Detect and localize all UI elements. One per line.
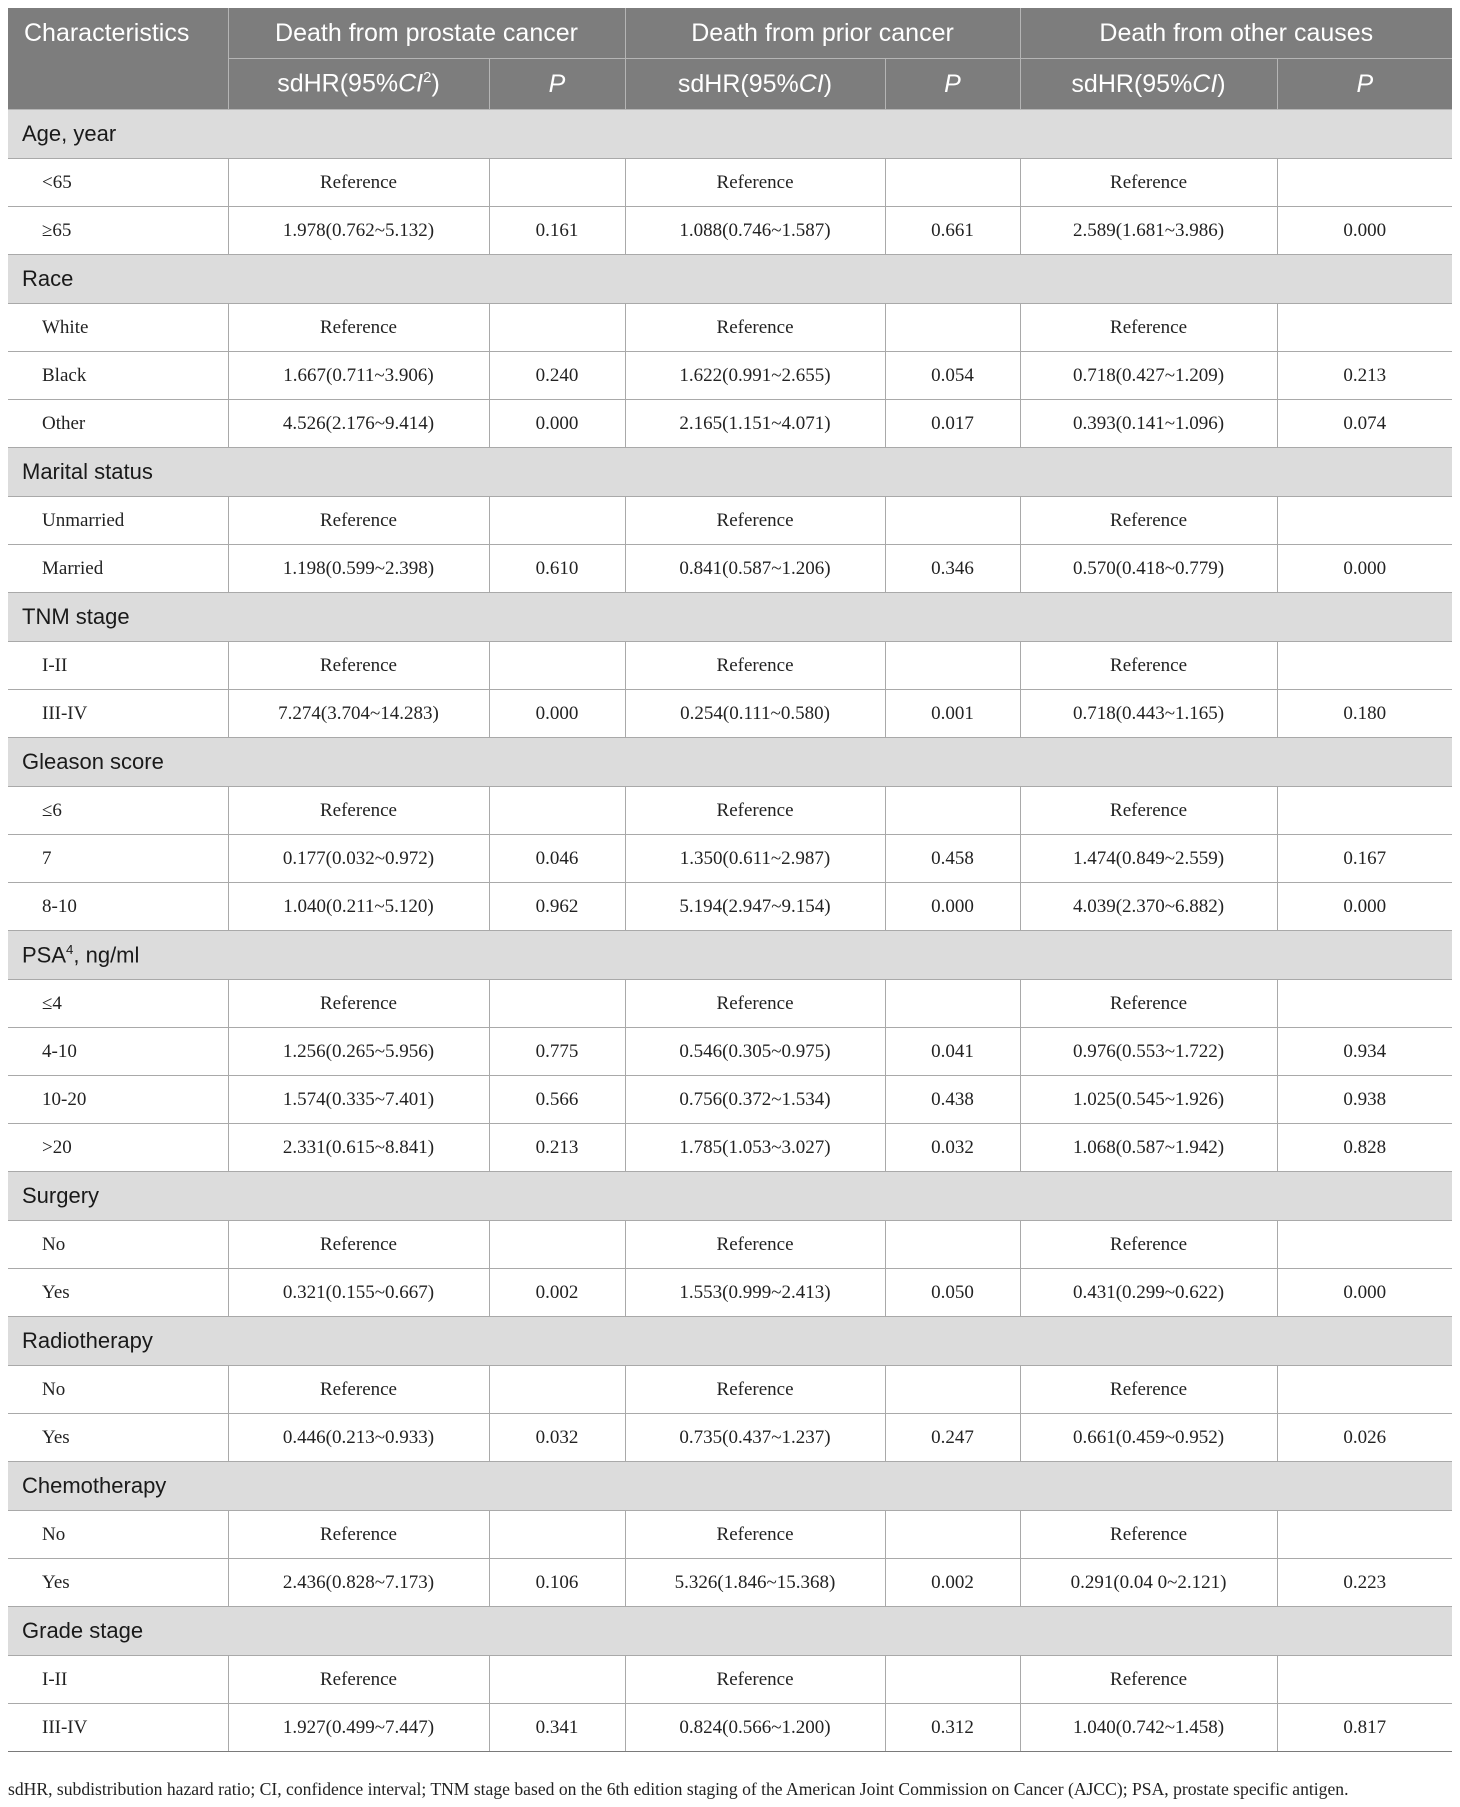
section-header-row — [8, 593, 1452, 642]
table-row — [8, 1414, 1452, 1462]
section-header-row — [8, 1462, 1452, 1511]
sdhr-cell: Reference — [228, 1366, 489, 1414]
table-row — [8, 400, 1452, 448]
p-value-cell: 0.775 — [489, 1028, 625, 1076]
sdhr-cell: 0.824(0.566~1.200) — [625, 1704, 885, 1752]
p-value-cell — [885, 980, 1020, 1028]
table-row — [8, 207, 1452, 255]
sdhr-cell: Reference — [1020, 497, 1277, 545]
section-title-text: Grade stage — [22, 1618, 144, 1643]
sdhr-cell: Reference — [228, 304, 489, 352]
p-value-cell — [1277, 1511, 1452, 1559]
sdhr-cell: Reference — [1020, 1656, 1277, 1704]
sdhr-cell: Reference — [228, 1511, 489, 1559]
p-value-cell — [1277, 980, 1452, 1028]
section-title — [8, 255, 1452, 304]
sdhr-cell: 2.165(1.151~4.071) — [625, 400, 885, 448]
table-row — [8, 1269, 1452, 1317]
p-value-cell: 0.438 — [885, 1076, 1020, 1124]
table-row — [8, 1511, 1452, 1559]
row-label: ≤4 — [8, 980, 228, 1028]
sdhr-cell: 0.291(0.04 0~2.121) — [1020, 1559, 1277, 1607]
p-value-cell — [1277, 642, 1452, 690]
p-value-cell — [885, 497, 1020, 545]
sdhr-cell: Reference — [228, 1656, 489, 1704]
p-value-cell: 0.000 — [489, 690, 625, 738]
sdhr-cell: 0.976(0.553~1.722) — [1020, 1028, 1277, 1076]
table-header — [8, 8, 1452, 110]
sdhr-cell: 1.068(0.587~1.942) — [1020, 1124, 1277, 1172]
section-title — [8, 593, 1452, 642]
table-row — [8, 159, 1452, 207]
p-value-cell: 0.240 — [489, 352, 625, 400]
sdhr-cell: 1.256(0.265~5.956) — [228, 1028, 489, 1076]
sdhr-cell: 0.546(0.305~0.975) — [625, 1028, 885, 1076]
p-value-cell: 0.032 — [885, 1124, 1020, 1172]
section-title-suffix: , ng/ml — [73, 942, 140, 968]
p-value-cell: 0.000 — [885, 883, 1020, 931]
ci-text: CI — [398, 69, 424, 98]
sdhr-cell: Reference — [1020, 1511, 1277, 1559]
p-value-cell: 0.167 — [1277, 835, 1452, 883]
p-value-cell — [1277, 304, 1452, 352]
p-text: P — [548, 69, 566, 98]
p-value-cell: 0.002 — [489, 1269, 625, 1317]
sdhr-cell: Reference — [228, 1221, 489, 1269]
header-sdhr-prior — [625, 59, 885, 110]
p-value-cell: 0.000 — [1277, 207, 1452, 255]
table-row — [8, 1704, 1452, 1752]
row-label: Black — [8, 352, 228, 400]
row-label: III-IV — [8, 690, 228, 738]
section-title-text: Chemotherapy — [22, 1473, 167, 1498]
sdhr-cell: 7.274(3.704~14.283) — [228, 690, 489, 738]
p-value-cell — [489, 1221, 625, 1269]
table-row — [8, 1366, 1452, 1414]
sdhr-cell: 0.661(0.459~0.952) — [1020, 1414, 1277, 1462]
sdhr-cell: Reference — [228, 642, 489, 690]
p-value-cell — [489, 1511, 625, 1559]
table-row — [8, 1221, 1452, 1269]
p-value-cell — [489, 497, 625, 545]
section-header-row — [8, 255, 1452, 304]
p-value-cell: 0.247 — [885, 1414, 1020, 1462]
section-header-row — [8, 448, 1452, 497]
sdhr-cell: Reference — [625, 159, 885, 207]
p-value-cell: 0.610 — [489, 545, 625, 593]
p-value-cell: 0.017 — [885, 400, 1020, 448]
p-value-cell — [885, 159, 1020, 207]
row-label: No — [8, 1366, 228, 1414]
row-label: >20 — [8, 1124, 228, 1172]
p-value-cell: 0.962 — [489, 883, 625, 931]
p-value-cell — [1277, 1221, 1452, 1269]
sdhr-cell: 5.326(1.846~15.368) — [625, 1559, 885, 1607]
header-sdhr-other — [1020, 59, 1277, 110]
sdhr-cell: 1.927(0.499~7.447) — [228, 1704, 489, 1752]
sdhr-cell: 1.088(0.746~1.587) — [625, 207, 885, 255]
p-value-cell — [885, 1511, 1020, 1559]
section-title — [8, 1317, 1452, 1366]
p-value-cell: 0.566 — [489, 1076, 625, 1124]
p-value-cell — [489, 1366, 625, 1414]
section-header-row — [8, 931, 1452, 980]
sdhr-cell: 1.025(0.545~1.926) — [1020, 1076, 1277, 1124]
sdhr-cell: 5.194(2.947~9.154) — [625, 883, 885, 931]
p-value-cell: 0.180 — [1277, 690, 1452, 738]
table-row — [8, 1559, 1452, 1607]
section-title-text: Radiotherapy — [22, 1328, 153, 1353]
table-row — [8, 1076, 1452, 1124]
competing-risk-table — [8, 8, 1452, 1752]
sdhr-cell: 2.589(1.681~3.986) — [1020, 207, 1277, 255]
p-value-cell: 0.032 — [489, 1414, 625, 1462]
p-value-cell — [489, 787, 625, 835]
p-value-cell — [885, 787, 1020, 835]
sdhr-cell: 1.785(1.053~3.027) — [625, 1124, 885, 1172]
paren-text: ) — [823, 69, 833, 98]
p-value-cell: 0.002 — [885, 1559, 1020, 1607]
table-row — [8, 835, 1452, 883]
header-characteristics: Characteristics — [8, 8, 228, 110]
row-label: ≥65 — [8, 207, 228, 255]
p-value-cell: 0.223 — [1277, 1559, 1452, 1607]
sdhr-cell: Reference — [1020, 1366, 1277, 1414]
section-title-superscript: 4 — [66, 941, 74, 957]
row-label: Yes — [8, 1559, 228, 1607]
row-label: Other — [8, 400, 228, 448]
header-sdhr-prostate — [228, 59, 489, 110]
table-row — [8, 1124, 1452, 1172]
p-value-cell: 0.934 — [1277, 1028, 1452, 1076]
table-row — [8, 1656, 1452, 1704]
table-row — [8, 642, 1452, 690]
sdhr-cell: 1.978(0.762~5.132) — [228, 207, 489, 255]
row-label: White — [8, 304, 228, 352]
p-value-cell: 0.000 — [489, 400, 625, 448]
p-value-cell — [489, 159, 625, 207]
section-title — [8, 1607, 1452, 1656]
sdhr-cell: 1.350(0.611~2.987) — [625, 835, 885, 883]
sdhr-cell: Reference — [1020, 159, 1277, 207]
p-value-cell — [1277, 1656, 1452, 1704]
table-row — [8, 304, 1452, 352]
header-p-prior — [885, 59, 1020, 110]
sdhr-cell: Reference — [228, 497, 489, 545]
sdhr-cell: 0.756(0.372~1.534) — [625, 1076, 885, 1124]
table-row — [8, 690, 1452, 738]
sdhr-text: sdHR(95% — [1071, 69, 1193, 98]
table-row — [8, 787, 1452, 835]
p-value-cell — [489, 1656, 625, 1704]
row-label: 4-10 — [8, 1028, 228, 1076]
row-label: III-IV — [8, 1704, 228, 1752]
section-title-text: Marital status — [22, 459, 153, 484]
sdhr-cell: Reference — [228, 159, 489, 207]
section-header-row — [8, 1172, 1452, 1221]
row-label: I-II — [8, 1656, 228, 1704]
p-value-cell — [489, 980, 625, 1028]
sdhr-cell: 0.393(0.141~1.096) — [1020, 400, 1277, 448]
p-value-cell — [1277, 787, 1452, 835]
sdhr-cell: 0.446(0.213~0.933) — [228, 1414, 489, 1462]
section-header-row — [8, 110, 1452, 159]
p-text: P — [1356, 69, 1374, 98]
sdhr-cell: Reference — [625, 642, 885, 690]
sdhr-cell: Reference — [228, 980, 489, 1028]
header-p-other — [1277, 59, 1452, 110]
sdhr-text: sdHR(95% — [277, 69, 399, 98]
p-value-cell: 0.346 — [885, 545, 1020, 593]
p-value-cell — [885, 642, 1020, 690]
sdhr-cell: Reference — [625, 1221, 885, 1269]
p-value-cell: 0.161 — [489, 207, 625, 255]
sdhr-cell: 0.718(0.443~1.165) — [1020, 690, 1277, 738]
sdhr-cell: 2.436(0.828~7.173) — [228, 1559, 489, 1607]
table-row — [8, 883, 1452, 931]
sdhr-cell: 1.622(0.991~2.655) — [625, 352, 885, 400]
ci-superscript: 2 — [423, 69, 432, 87]
sdhr-cell: 1.040(0.742~1.458) — [1020, 1704, 1277, 1752]
sdhr-cell: 0.718(0.427~1.209) — [1020, 352, 1277, 400]
section-title-text: Gleason score — [22, 749, 164, 774]
p-value-cell — [885, 1221, 1020, 1269]
sdhr-cell: Reference — [625, 497, 885, 545]
p-value-cell: 0.938 — [1277, 1076, 1452, 1124]
p-value-cell: 0.000 — [1277, 883, 1452, 931]
p-value-cell: 0.828 — [1277, 1124, 1452, 1172]
row-label: Yes — [8, 1269, 228, 1317]
sdhr-cell: Reference — [625, 304, 885, 352]
p-value-cell — [489, 642, 625, 690]
sdhr-cell: 0.321(0.155~0.667) — [228, 1269, 489, 1317]
sdhr-text: sdHR(95% — [677, 69, 799, 98]
p-value-cell: 0.000 — [1277, 1269, 1452, 1317]
table-footnote: sdHR, subdistribution hazard ratio; CI, confidence interval; TNM stage based on the 6th edition staging of the American Joint Commission on Cancer (AJCC); PSA, prostate specific antigen. — [8, 1779, 1349, 1799]
section-title-text: Race — [22, 266, 74, 291]
section-title — [8, 1172, 1452, 1221]
results-table-container — [8, 8, 1452, 1752]
sdhr-cell: 4.039(2.370~6.882) — [1020, 883, 1277, 931]
section-title-text: Surgery — [22, 1183, 100, 1208]
sdhr-cell: 1.040(0.211~5.120) — [228, 883, 489, 931]
sdhr-cell: 2.331(0.615~8.841) — [228, 1124, 489, 1172]
table-body — [8, 110, 1452, 1752]
sdhr-cell: Reference — [1020, 980, 1277, 1028]
row-label: ≤6 — [8, 787, 228, 835]
header-p-prostate — [489, 59, 625, 110]
sdhr-cell: 0.841(0.587~1.206) — [625, 545, 885, 593]
p-value-cell: 0.661 — [885, 207, 1020, 255]
row-label: Yes — [8, 1414, 228, 1462]
sdhr-cell: 1.667(0.711~3.906) — [228, 352, 489, 400]
p-value-cell: 0.000 — [1277, 545, 1452, 593]
sdhr-cell: Reference — [1020, 642, 1277, 690]
sdhr-cell: Reference — [625, 980, 885, 1028]
p-value-cell: 0.458 — [885, 835, 1020, 883]
p-value-cell: 0.054 — [885, 352, 1020, 400]
sdhr-cell: 1.474(0.849~2.559) — [1020, 835, 1277, 883]
p-value-cell: 0.041 — [885, 1028, 1020, 1076]
section-title — [8, 448, 1452, 497]
table-row — [8, 1028, 1452, 1076]
row-label: 8-10 — [8, 883, 228, 931]
section-title-text: Age, year — [22, 121, 117, 146]
p-value-cell — [1277, 159, 1452, 207]
section-header-row — [8, 1317, 1452, 1366]
p-value-cell — [489, 304, 625, 352]
section-header-row — [8, 1607, 1452, 1656]
sdhr-cell: Reference — [625, 1511, 885, 1559]
ci-text: CI — [798, 69, 824, 98]
p-value-cell: 0.817 — [1277, 1704, 1452, 1752]
section-title-text: TNM stage — [22, 604, 130, 629]
sdhr-cell: 0.177(0.032~0.972) — [228, 835, 489, 883]
p-value-cell: 0.001 — [885, 690, 1020, 738]
paren-text: ) — [1217, 69, 1226, 98]
sdhr-cell: Reference — [625, 787, 885, 835]
section-title-text: PSA — [22, 942, 67, 968]
p-value-cell: 0.213 — [1277, 352, 1452, 400]
table-row — [8, 545, 1452, 593]
row-label: 10-20 — [8, 1076, 228, 1124]
sdhr-cell: Reference — [625, 1656, 885, 1704]
section-title — [8, 738, 1452, 787]
row-label: 7 — [8, 835, 228, 883]
sdhr-cell: Reference — [1020, 787, 1277, 835]
header-group-prostate: Death from prostate cancer — [228, 8, 625, 59]
p-value-cell: 0.106 — [489, 1559, 625, 1607]
header-group-other: Death from other causes — [1020, 8, 1452, 59]
sdhr-cell: 4.526(2.176~9.414) — [228, 400, 489, 448]
p-value-cell: 0.074 — [1277, 400, 1452, 448]
row-label: No — [8, 1511, 228, 1559]
table-row — [8, 352, 1452, 400]
sdhr-cell: 1.553(0.999~2.413) — [625, 1269, 885, 1317]
sdhr-cell: Reference — [228, 787, 489, 835]
row-label: Married — [8, 545, 228, 593]
header-group-prior: Death from prior cancer — [625, 8, 1020, 59]
p-value-cell — [1277, 1366, 1452, 1414]
sdhr-cell: Reference — [1020, 1221, 1277, 1269]
sdhr-cell: Reference — [1020, 304, 1277, 352]
p-value-cell — [1277, 497, 1452, 545]
paren-text: ) — [431, 69, 440, 98]
section-title — [8, 110, 1452, 159]
p-value-cell — [885, 1366, 1020, 1414]
row-label: No — [8, 1221, 228, 1269]
table-row — [8, 497, 1452, 545]
p-value-cell — [885, 1656, 1020, 1704]
sdhr-cell: 1.198(0.599~2.398) — [228, 545, 489, 593]
sdhr-cell: 0.570(0.418~0.779) — [1020, 545, 1277, 593]
row-label: Unmarried — [8, 497, 228, 545]
ci-text: CI — [1192, 69, 1218, 98]
section-title — [8, 1462, 1452, 1511]
table-row — [8, 980, 1452, 1028]
row-label: <65 — [8, 159, 228, 207]
section-header-row — [8, 738, 1452, 787]
row-label: I-II — [8, 642, 228, 690]
p-value-cell: 0.312 — [885, 1704, 1020, 1752]
sdhr-cell: Reference — [625, 1366, 885, 1414]
section-title — [8, 931, 1452, 980]
p-value-cell: 0.341 — [489, 1704, 625, 1752]
p-text: P — [944, 69, 961, 98]
p-value-cell: 0.046 — [489, 835, 625, 883]
sdhr-cell: 1.574(0.335~7.401) — [228, 1076, 489, 1124]
p-value-cell: 0.026 — [1277, 1414, 1452, 1462]
p-value-cell — [885, 304, 1020, 352]
sdhr-cell: 0.431(0.299~0.622) — [1020, 1269, 1277, 1317]
p-value-cell: 0.213 — [489, 1124, 625, 1172]
p-value-cell: 0.050 — [885, 1269, 1020, 1317]
sdhr-cell: 0.735(0.437~1.237) — [625, 1414, 885, 1462]
sdhr-cell: 0.254(0.111~0.580) — [625, 690, 885, 738]
